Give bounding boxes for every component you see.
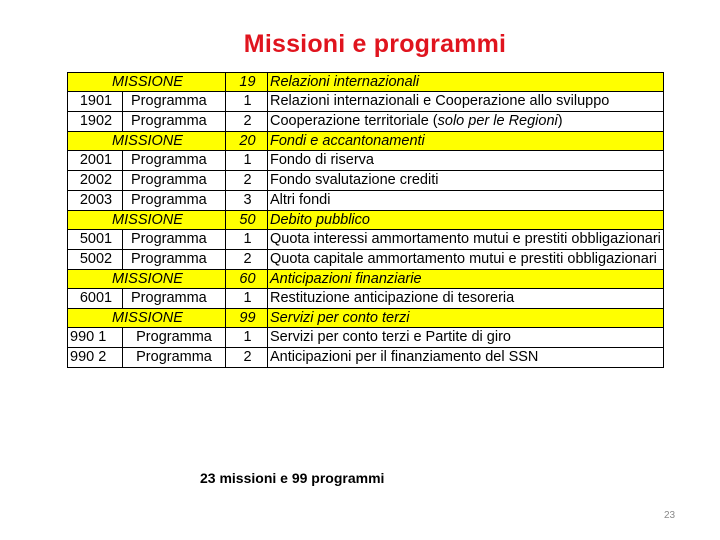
- slide-title: Missioni e programmi: [243, 30, 507, 58]
- mission-description: Debito pubblico: [268, 211, 664, 230]
- mission-row: [68, 73, 664, 92]
- program-label: Programma: [123, 289, 226, 309]
- program-row: [68, 112, 664, 132]
- program-label: Programma: [123, 92, 226, 112]
- mission-label: MISSIONE: [68, 73, 226, 92]
- program-number: 2: [226, 112, 268, 132]
- mission-row: [68, 309, 664, 328]
- program-code: 5001: [68, 230, 123, 250]
- page-number: 23: [664, 510, 676, 521]
- program-label: Programma: [123, 191, 226, 211]
- program-code: 990 1: [68, 328, 123, 348]
- mission-description: Fondi e accantonamenti: [268, 132, 664, 151]
- program-description: Anticipazioni per il finanziamento del SSN: [268, 348, 664, 368]
- mission-label: MISSIONE: [68, 132, 226, 151]
- program-label: Programma: [123, 151, 226, 171]
- program-description: Quota interessi ammortamento mutui e prestiti obbligazionari: [268, 230, 664, 250]
- program-row: [68, 171, 664, 191]
- mission-row: [68, 211, 664, 230]
- mission-number: 19: [226, 73, 268, 92]
- mission-description: Servizi per conto terzi: [268, 309, 664, 328]
- program-description: Altri fondi: [268, 191, 664, 211]
- program-description: Restituzione anticipazione di tesoreria: [268, 289, 664, 309]
- program-code: 2003: [68, 191, 123, 211]
- program-code: 6001: [68, 289, 123, 309]
- mission-number: 20: [226, 132, 268, 151]
- program-row: [68, 289, 664, 309]
- program-code: 2001: [68, 151, 123, 171]
- program-label: Programma: [123, 250, 226, 270]
- program-description-note: solo per le Regioni: [437, 113, 558, 129]
- mission-description: Relazioni internazionali: [268, 73, 664, 92]
- program-description: Relazioni internazionali e Cooperazione allo sviluppo: [268, 92, 664, 112]
- summary-caption: 23 missioni e 99 programmi: [200, 470, 385, 486]
- program-code: 5002: [68, 250, 123, 270]
- program-number: 1: [226, 151, 268, 171]
- mission-number: 50: [226, 211, 268, 230]
- program-label: Programma: [123, 112, 226, 132]
- program-description: Servizi per conto terzi e Partite di giro: [268, 328, 664, 348]
- mission-row: [68, 270, 664, 289]
- mission-label: MISSIONE: [68, 211, 226, 230]
- program-label: Programma: [123, 328, 226, 348]
- program-number: 1: [226, 230, 268, 250]
- program-label: Programma: [123, 171, 226, 191]
- program-label: Programma: [123, 230, 226, 250]
- program-description: Fondo svalutazione crediti: [268, 171, 664, 191]
- mission-number: 99: [226, 309, 268, 328]
- program-row: [68, 191, 664, 211]
- program-row: [68, 230, 664, 250]
- program-number: 3: [226, 191, 268, 211]
- program-code: 2002: [68, 171, 123, 191]
- program-number: 1: [226, 328, 268, 348]
- program-description-close: ): [557, 113, 563, 129]
- mission-label: MISSIONE: [68, 309, 226, 328]
- program-row: [68, 151, 664, 171]
- program-label: Programma: [123, 348, 226, 368]
- program-description: [268, 112, 664, 132]
- missions-table: [67, 72, 664, 368]
- program-code: 990 2: [68, 348, 123, 368]
- mission-number: 60: [226, 270, 268, 289]
- program-number: 2: [226, 250, 268, 270]
- mission-description: Anticipazioni finanziarie: [268, 270, 664, 289]
- program-number: 2: [226, 348, 268, 368]
- program-code: 1902: [68, 112, 123, 132]
- program-row: [68, 250, 664, 270]
- program-description: Fondo di riserva: [268, 151, 664, 171]
- program-code: 1901: [68, 92, 123, 112]
- mission-row: [68, 132, 664, 151]
- mission-label: MISSIONE: [68, 270, 226, 289]
- program-row: [68, 328, 664, 348]
- program-row: [68, 348, 664, 368]
- program-description-text: Cooperazione territoriale (: [270, 113, 438, 129]
- program-number: 2: [226, 171, 268, 191]
- program-number: 1: [226, 92, 268, 112]
- program-number: 1: [226, 289, 268, 309]
- program-description: Quota capitale ammortamento mutui e prestiti obbligazionari: [268, 250, 664, 270]
- program-row: [68, 92, 664, 112]
